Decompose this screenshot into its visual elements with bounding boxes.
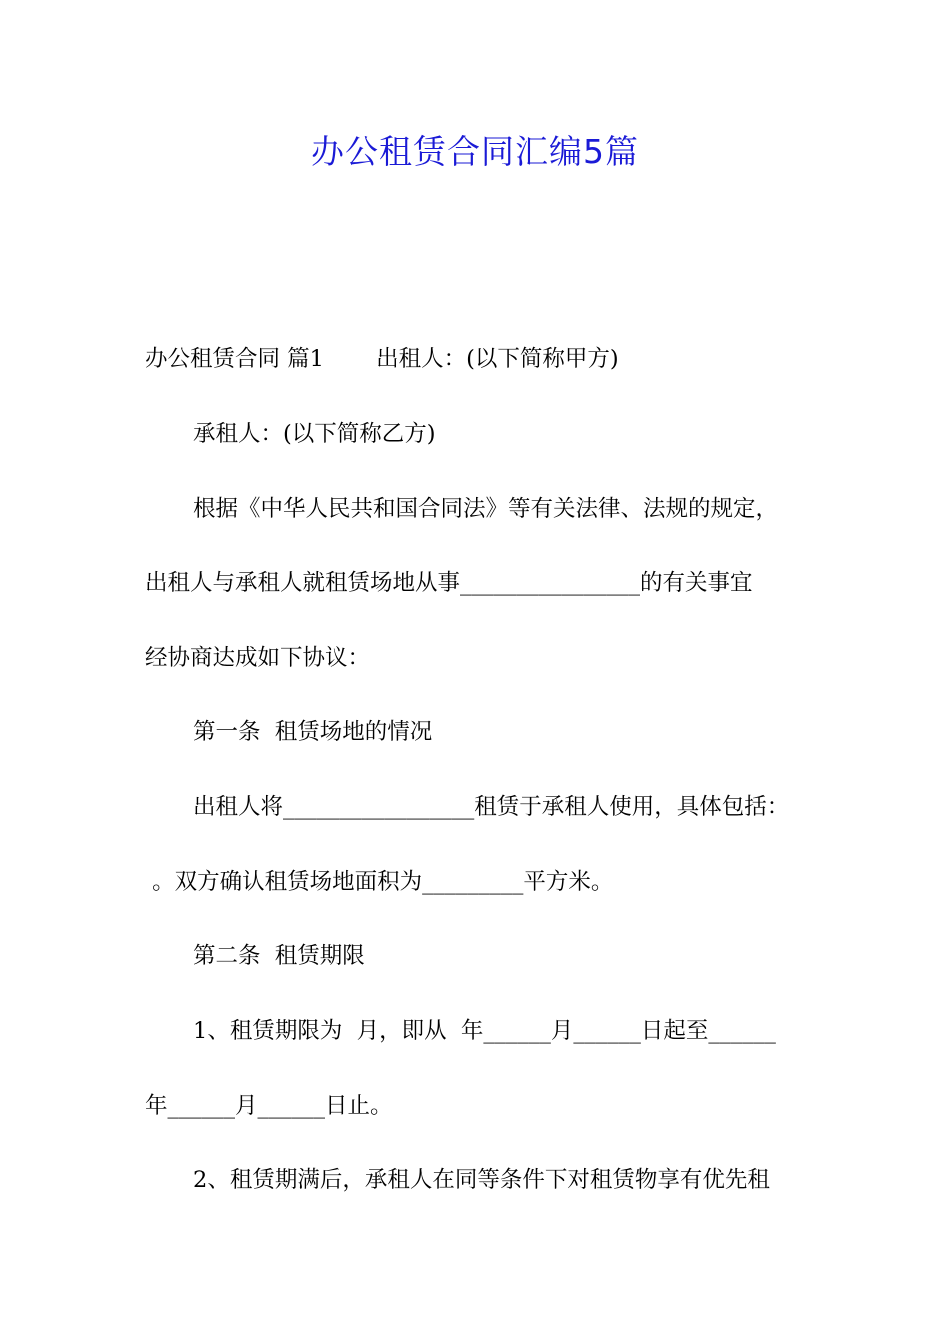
paragraph-line: 2、租赁期满后，承租人在同等条件下对租赁物享有优先租	[193, 1167, 770, 1193]
paragraph-line: 。双方确认租赁场地面积为_________平方米。	[145, 869, 614, 895]
paragraph-line: 1、租赁期限为 月，即从 年______月______日起至______	[193, 1018, 776, 1044]
section-heading: 第二条 租赁期限	[193, 943, 365, 969]
paragraph-line: 办公租赁合同 篇1 出租人：(以下简称甲方)	[145, 346, 619, 372]
paragraph-line: 年______月______日止。	[145, 1093, 393, 1119]
paragraph-line: 出租人与承租人就租赁场地从事________________的有关事宜	[145, 570, 753, 596]
paragraph-line: 承租人：(以下简称乙方)	[193, 421, 436, 447]
paragraph-line: 经协商达成如下协议：	[145, 645, 371, 671]
document-title: 办公租赁合同汇编5篇	[311, 132, 639, 171]
paragraph-line: 出租人将_________________租赁于承租人使用，具体包括：	[193, 794, 790, 820]
paragraph-line: 根据《中华人民共和国合同法》等有关法律、法规的规定，	[193, 496, 779, 522]
section-heading: 第一条 租赁场地的情况	[193, 719, 433, 745]
